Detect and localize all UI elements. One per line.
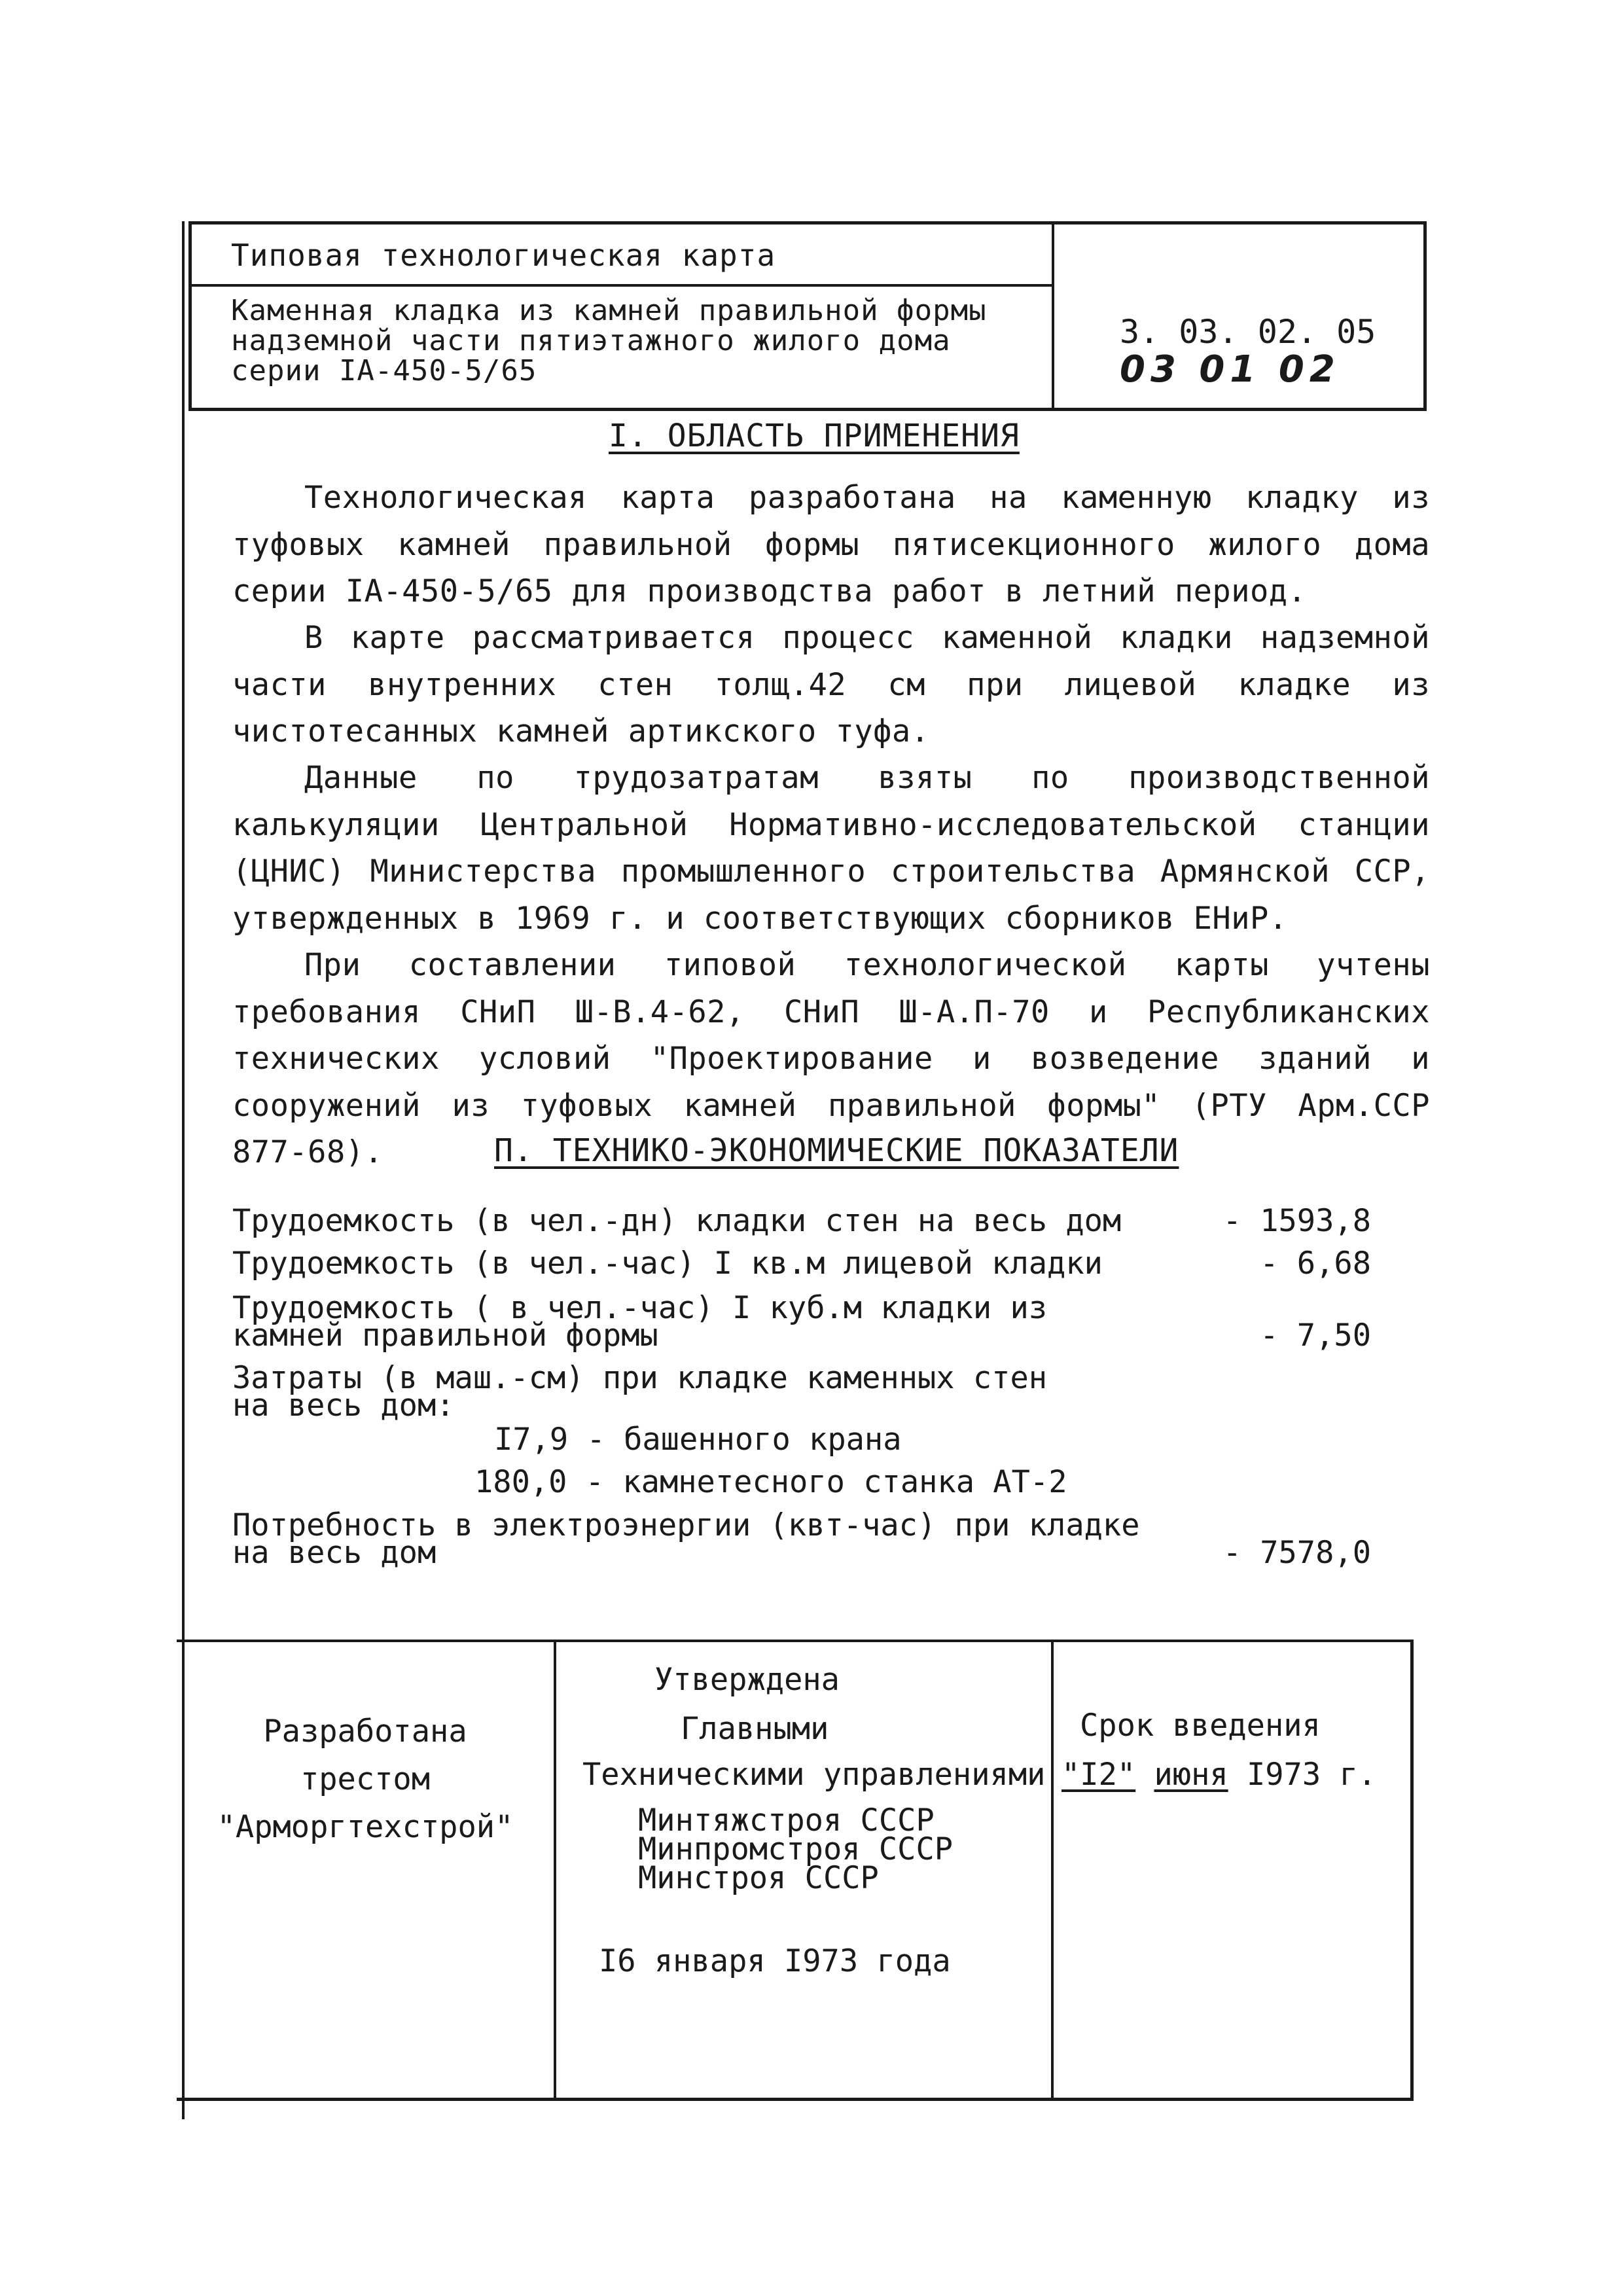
effective-date-title: Срок введения <box>1080 1708 1321 1744</box>
indicator-row <box>232 1360 1384 1424</box>
section-1-paragraph: Данные по трудозатратам взяты по производственной калькуляции Центральной Нормативно-исследовательской станции (ЦНИС) Министерства промышленного строительства Армянской ССР, утвержденных в 1969 г. и соответствующих сборников ЕНиР. <box>232 760 1430 937</box>
developed-by-label: Разработана <box>263 1713 467 1749</box>
approval-block <box>177 1640 1414 2101</box>
section-1-paragraph: При составлении типовой технологической карты учтены требования СНиП Ш-В.4-62, СНиП Ш-А.П-70 и Республиканских технических условий "Проектирование и возведение зданий и сооружений из туфовых камней правильной формы" (РТУ Арм.ССР 877-68). <box>232 947 1430 1170</box>
indicator-row <box>232 1246 1384 1282</box>
indicator-value: - 1593,8 <box>1222 1203 1371 1239</box>
developed-by-label: трестом <box>300 1761 431 1797</box>
developer-cell <box>177 1642 556 2098</box>
machine-cost-line: 180,0 - камнетесного станка АТ-2 <box>474 1464 1067 1500</box>
description-line: надземной части пятиэтажного жилого дома <box>231 324 951 357</box>
section-1-heading: I. ОБЛАСТЬ ПРИМЕНЕНИЯ <box>609 418 1020 454</box>
effective-day: "I2" <box>1061 1757 1136 1793</box>
indicator-label: Трудоемкость (в чел.-час) I кв.м лицевой кладки <box>232 1246 1103 1282</box>
machine-cost-line: I7,9 - башенного крана <box>494 1422 902 1458</box>
indicator-label: Потребность в электроэнергии (квт-час) при кладке на весь дом <box>232 1507 1140 1571</box>
approved-title: Утверждена <box>654 1662 840 1698</box>
section-1-paragraph: Технологическая карта разработана на каменную кладку из туфовых камней правильной формы пятисекционного жилого дома серии IA-450-5/65 для производства работ в летний период. <box>232 480 1430 609</box>
indicator-label: Трудоемкость (в чел.-дн) кладки стен на весь дом <box>232 1203 1122 1239</box>
approved-by: Техническими управлениями <box>582 1757 1046 1793</box>
effective-date-cell <box>1054 1642 1410 2098</box>
effective-month: июня <box>1154 1757 1228 1793</box>
title-block <box>188 221 1427 411</box>
approval-cell <box>556 1642 1054 2098</box>
handwritten-code: 03 01 02 <box>1120 348 1340 391</box>
section-2-heading: П. ТЕХНИКО-ЭКОНОМИЧЕСКИЕ ПОКАЗАТЕЛИ <box>494 1132 1179 1169</box>
indicator-label: Трудоемкость ( в чел.-час) I куб.м кладки из камней правильной формы <box>232 1290 1048 1354</box>
ministry: Минстроя СССР <box>638 1860 879 1896</box>
indicator-value: - 7578,0 <box>1222 1535 1371 1571</box>
indicator-value: - 6,68 <box>1260 1246 1371 1282</box>
indicator-row <box>232 1290 1384 1354</box>
document-code-cell <box>1054 287 1423 408</box>
developer-organization: "Арморгтехстрой" <box>217 1809 514 1845</box>
description-line: Каменная кладка из камней правильной формы <box>231 294 987 327</box>
indicator-row <box>232 1203 1384 1239</box>
ministry: Минпромстроя СССР <box>638 1831 954 1867</box>
section-1-paragraph: В карте рассматривается процесс каменной кладки надземной части внутренних стен толщ.42 см при лицевой кладке из чистотесанных камней артикского туфа. <box>232 620 1430 749</box>
indicator-label: Затраты (в маш.-см) при кладке каменных стен на весь дом: <box>232 1360 1048 1424</box>
indicator-value: - 7,50 <box>1260 1318 1371 1354</box>
document-code: 3. 03. 02. 05 <box>1120 313 1376 351</box>
effective-year: I973 г. <box>1246 1757 1377 1793</box>
document-type-title: Типовая технологическая карта <box>192 224 1054 287</box>
effective-date-value <box>1061 1757 1376 1793</box>
document-description <box>192 287 1054 408</box>
description-line: серии IA-450-5/65 <box>231 354 537 387</box>
approval-date: I6 января I973 года <box>599 1943 951 1979</box>
approved-by: Главными <box>681 1711 829 1747</box>
indicator-row-energy <box>232 1507 1384 1571</box>
ministry: Минтяжстроя СССР <box>638 1803 935 1839</box>
